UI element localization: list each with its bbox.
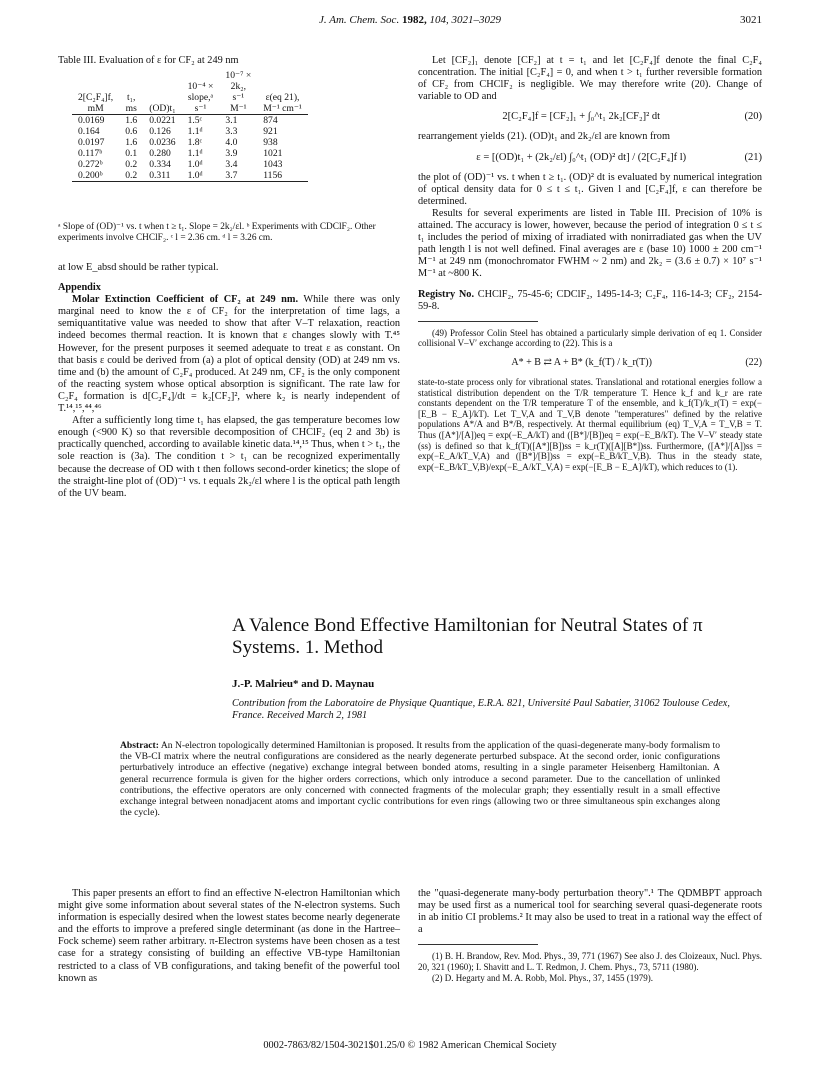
th-c5a: 10⁻⁷ × — [225, 70, 252, 81]
paragraph: at low E_absd should be rather typical. — [58, 262, 219, 273]
footnote-49-cont: state-to-state process only for vibrational states. Translational and rotational energies follow a statistical distribution dependent on the T/R temperature T. Hence k_f and k_r are rate constants dependent on the T/R temperature T of the ensemble, and k_f(T)/k_r(T) = exp(−[E_B − E_A]/kT). Let T_V,A and T_V,B denote "temperatures" defined by the relative populations A*/A and B*/B, respectively. At thermal equilibrium (eq) T_V,A = T_V,B = T. Thus ([A*]/[A])eq = exp(−E_A/kT) and ([B*]/[B])eq = exp(−E_B/kT). The V–V′ steady state (ss) is defined so that k_f(T)([A*][B])ss = k_r(T)([A][B*])ss. Furthermore, ([A*]/[A])ss = exp(−E_A/kT_V,A) and ([B*]/[B])ss = exp(−E_B/kT_V,B). Thus in the steady state, exp(−E_B/kT_V,B)/exp(−E_A/kT_V,A) = exp(−[E_B − E_A]/kT), which reduces to (1). — [418, 376, 762, 472]
running-header — [0, 14, 820, 30]
table-caption: Table III. Evaluation of ε for CF₂ at 249 nm — [58, 55, 239, 66]
runin-heading: Molar Extinction Coefficient of CF₂ at 249 nm. — [72, 294, 299, 306]
paragraph: rearrangement yields (21). (OD)t₁ and 2k₂/εl are known from — [418, 131, 670, 143]
th-c3: (OD)t₁ — [143, 103, 181, 115]
article-affiliation: Contribution from the Laboratoire de Physique Quantique, E.R.A. 821, Université Paul Sabatier, 31062 Toulouse Cedex, France. Received March 2, 1981 — [232, 698, 730, 721]
th-c4b: slope,ᵃ — [187, 92, 214, 103]
paragraph: This paper presents an effort to find an effective N-electron Hamiltonian which might give some information about several states of the N-electron systems. Such information is especially desired when the lowest states become nearly degenerate and the efforts to improve a prefered single determinant (as done in the Hartree–Fock scheme) seem rather arbitrary. π-Electron systems have been chosen as a test case for a strategy consisting of building an effective VB-type Hamiltonian restricted to a class of VB configurations, and taking benefit of the powerful tool known as — [58, 888, 400, 984]
footnote-2: (2) D. Hegarty and M. A. Robb, Mol. Phys., 37, 1455 (1979). — [432, 972, 653, 983]
abstract: Abstract: An N-electron topologically determined Hamiltonian is proposed. It results from the application of the quasi-degenerate many-body formalism to the VB-CI matrix where the neutral configurations are considered as the nearly degenerate perturbed subspace. At the second order, ionic configurations perturbatively introduce an effective (negative) exchange integral between bonded atoms, resulting in a single parameter Heisenberg Hamiltonian. A general recurrence formula is given for the higher orders corrections, which only introduce a second parameter. Due to the cancellation of unlinked contributions, the effective operators are only concerned with connected fragments of the molecular graph; they essentially result in a small effective exchange integral between nonadjacent atoms and important cyclic contributions for even rings (allowing two or three simultaneous spin exchanges along the cycle). — [120, 740, 720, 819]
equation-22: A* + B ⇄ A + B* (k_f(T) / k_r(T)) (22) — [511, 356, 762, 368]
paragraph: After a sufficiently long time t₁ has elapsed, the gas temperature becomes low enough (<900 K) so that reversible decomposition of CHClF₂ (eq 2 and 3b) is practically quenched, according to available kinetic data.¹⁴,¹⁵ Thus, when t > t₁, the sole reaction is (3a). The condition t > t₁ can be recognized experimentally because the decrease of OD with t then follows second-order kinetics; the slope of the straight-line plot of (OD)⁻¹ vs. t equals 2k₂/εl where l is the optical path length of the UV beam. — [58, 415, 400, 499]
table-row: 0.272ᵇ 0.2 0.334 1.0ᵈ 3.4 1043 — [78, 159, 283, 170]
th-c4u: s⁻¹ — [182, 103, 220, 115]
equation-20: 2[C₂F₄]f = [CF₂]₁ + ∫₀^t₁ 2k₂[CF₂]² dt (20) — [502, 111, 762, 123]
th-c5c: s⁻¹ — [232, 92, 245, 103]
equation-21: ε = [(OD)t₁ + (2k₂/εl) ∫₀^t₁ (OD)² dt] / (2[C₂F₄]f l) (21) — [476, 151, 762, 163]
th-c6: ε(eq 21), — [265, 92, 300, 103]
th-c5u: M⁻¹ — [219, 103, 257, 115]
table-row: 0.164 0.6 0.126 1.1ᵈ 3.3 921 — [78, 126, 278, 137]
journal-year: 1982, — [401, 14, 427, 26]
appendix-heading: Appendix — [58, 282, 101, 294]
registry-numbers: Registry No. CHClF₂, 75-45-6; CDClF₂, 1495-14-3; C₂F₄, 116-14-3; CF₂, 2154-59-8. — [418, 288, 762, 312]
article-title: A Valence Bond Effective Hamiltonian for Neutral States of π Systems. 1. Method — [232, 615, 703, 658]
body-right — [418, 888, 762, 983]
footnote-1: (1) B. H. Brandow, Rev. Mod. Phys., 39, 771 (1967) See also J. des Cloizeaux, Nucl. Phys. 20, 321 (1960); I. Shavitt and L. T. Redmon, J. Chem. Phys., 73, 5711 (1980). — [418, 951, 762, 972]
table-row: 0.0169 1.6 0.0221 1.5ᶜ 3.1 874 — [78, 115, 278, 126]
th-c4a: 10⁻⁴ × — [187, 81, 214, 92]
journal-volume: 104, — [429, 14, 449, 26]
right-column-text — [418, 55, 762, 472]
page-footer: 0002-7863/82/1504-3021$01.25/0 © 1982 American Chemical Society — [263, 1040, 557, 1051]
paragraph: Molar Extinction Coefficient of CF₂ at 249 nm. While there was only marginal need to know the ε of CF₂ for the interpretation of time lags, a semiquantitative value was needed to show that after V–T relaxation, reaction indeed becomes thermal reaction. It is known that ε changes slowly with T.⁴⁵ However, for the present purposes it seemed adequate to treat ε as constant. On that basis ε could be derived from (a) a plot of optical density (OD) at 249 nm vs. time and (b) the amount of C₂F₄ produced. At 249 nm, CF₂ is the only component of the reacting system whose optical absorption is significant. The rate law for C₂F₄ formation is d[C₂F₄]/dt = k₂[CF₂]², where k₂ is nearly independent of T.¹⁴,¹⁵,⁴⁴,⁴⁶ — [58, 294, 401, 415]
th-c1u: mM — [72, 103, 119, 115]
abstract-label: Abstract: — [120, 740, 159, 751]
th-c2u: ms — [119, 103, 143, 115]
footnote-divider — [418, 944, 538, 945]
table-footnote: ᵃ Slope of (OD)⁻¹ vs. t when t ≥ t₁. Slope = 2k₂/εl. ᵇ Experiments with CDClF₂. Other experiments involve CHClF₂. ᶜ l = 2.36 cm. ᵈ l = 3.26 cm. — [58, 222, 376, 243]
table-iii — [72, 70, 308, 182]
th-c5b: 2k₂, — [230, 81, 246, 92]
table-row: 0.200ᵇ 0.2 0.311 1.0ᵈ 3.7 1156 — [72, 170, 308, 182]
left-column-text — [58, 262, 400, 500]
paragraph: the plot of (OD)⁻¹ vs. t when t ≥ t₁. (OD)² dt is evaluated by numerical integration of optical density data for 0 ≤ t ≤ t₁. Given l and [C₂F₄]f, ε can therefore be determined. — [418, 171, 762, 207]
paragraph: the "quasi-degenerate many-body perturbation theory".¹ The QDMBPT approach may be used first as a numerical tool for searching several quasi-degenerate roots in ab initio CI problems.² It may also be used to treat in a rational way the effect of a — [418, 888, 762, 936]
table-row: 0.0197 1.6 0.0236 1.8ᶜ 4.0 938 — [78, 137, 278, 148]
footnote-49: (49) Professor Colin Steel has obtained a particularly simple derivation of eq 1. Consider collisional V–V′ exchange according to (22). This is a — [418, 327, 762, 349]
th-c2: t₁, — [127, 92, 136, 103]
paragraph: Results for several experiments are listed in Table III. Precision of 10% is attained. The accuracy is lower, however, because the period of integration 0 ≤ t ≤ t₁ includes the period of mixing of irradiated with nonirradiated gas when the UV path length l is not well defined. Final averages are ε (base 10) 1000 ± 200 cm⁻¹ M⁻¹ at 249 nm (monochromator FWHM ~ 2 nm) and 2k₂ = (3.6 ± 0.7) × 10⁷ s⁻¹ M⁻¹ at ~800 K. — [418, 207, 762, 280]
table-row: 0.117ᵇ 0.1 0.280 1.1ᵈ 3.9 1021 — [78, 148, 283, 159]
th-c1: 2[C₂F₄]f, — [78, 92, 114, 103]
journal-pages: 3021–3029 — [451, 14, 501, 26]
body-left — [58, 888, 400, 985]
th-c6u: M⁻¹ cm⁻¹ — [257, 103, 308, 115]
paragraph: Let [CF₂]₁ denote [CF₂] at t = t₁ and let [C₂F₄]f denote the final C₂F₄ concentration. The initial [C₂F₄] = 0, and when t > t₁ further reversible formation of CF₂ from CHClF₂ is negligible. We may therefore write (20). Change of variable to OD and — [418, 55, 762, 103]
footnote-divider — [418, 321, 538, 322]
page-number: 3021 — [740, 14, 762, 26]
article-authors: J.-P. Malrieu* and D. Maynau — [232, 678, 375, 690]
journal-name: J. Am. Chem. Soc. — [319, 14, 400, 26]
